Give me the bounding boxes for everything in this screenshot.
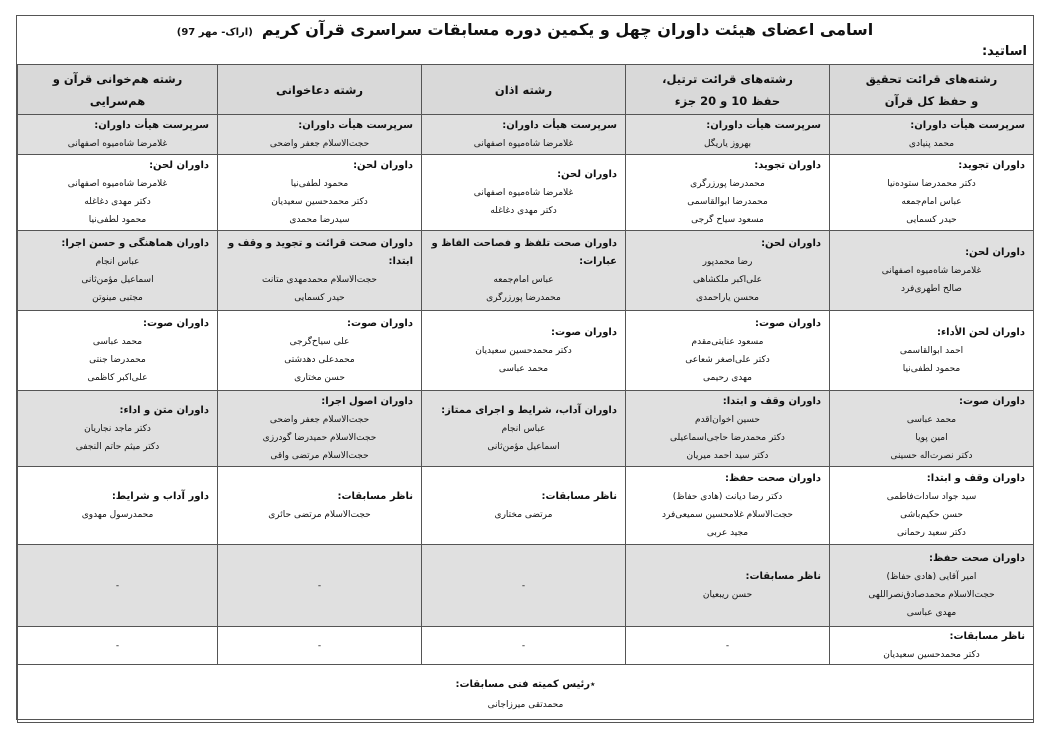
footer-title: ٭رئیس کمیته فنی مسابقات: [455, 678, 596, 690]
group-title: داوران تجوید: [958, 159, 1025, 171]
judge-name: حیدر کسمایی [294, 292, 345, 303]
table-cell [830, 627, 1034, 665]
judge-name: محمد عباسی [92, 336, 143, 347]
table-row [18, 115, 1034, 155]
group-title: داوران صحت حفظ: [928, 552, 1025, 564]
judge-name: دکتر میثم حاتم النجفی [75, 441, 160, 452]
judge-name: امین پویا [915, 432, 948, 443]
judge-name: مجید عربی [706, 527, 749, 538]
judge-name: عباس امام‌جمعه [901, 196, 962, 207]
table-cell [422, 155, 626, 231]
judge-name: مرتضی مختاری [494, 509, 553, 520]
table-cell [422, 467, 626, 545]
teachers-label: اساتید: [981, 44, 1027, 59]
judge-name: غلامرضا شاه‌میوه اصفهانی [881, 265, 982, 276]
table-cell [626, 115, 830, 155]
page-title: اسامی اعضای هیئت داوران چهل و یکمین دوره مسابقات سراسری قرآن کریم [261, 20, 874, 39]
table-cell [18, 155, 218, 231]
judge-name: دکتر سید احمد میریان [686, 450, 769, 461]
table-cell [218, 545, 422, 627]
table-cell [830, 115, 1034, 155]
judge-name: محمد پنیادی [908, 138, 955, 149]
table-cell [626, 467, 830, 545]
judge-name: دکتر مهدی دغاغله [490, 205, 557, 216]
group-title: سرپرست هیأت داوران: [706, 119, 821, 131]
judge-name: محمدرضا جنتی [89, 354, 146, 365]
group-title: داوران لحن: [557, 168, 617, 180]
group-title: ناظر مسابقات: [541, 490, 617, 502]
column-header: رشته دعاخوانی [218, 65, 422, 115]
judge-name: محمدعلی دهدشتی [284, 354, 355, 365]
group-title: داوران صحت تلفظ و فصاحت الفاظ و عبارات: [431, 237, 617, 267]
table-cell [218, 155, 422, 231]
group-title: سرپرست هیأت داوران: [502, 119, 617, 131]
table-cell [422, 627, 626, 665]
empty-cell-dash: - [521, 580, 526, 591]
judge-name: محمدرضا ابوالقاسمی [687, 196, 768, 207]
judge-name: حسین اخوان‌اقدم [695, 414, 760, 425]
judge-name: سید جواد سادات‌فاطمی [886, 491, 977, 502]
table-cell [18, 311, 218, 391]
judge-name: دکتر نصرت‌اله حسینی [890, 450, 973, 461]
table-cell [830, 467, 1034, 545]
group-title: داوران صوت: [347, 317, 413, 329]
table-cell [218, 311, 422, 391]
table-row [18, 155, 1034, 231]
judge-name: مهدی رحیمی [703, 372, 752, 383]
page-subtitle: (اراک- مهر 97) [176, 27, 253, 38]
table-cell [830, 231, 1034, 311]
judge-name: اسماعیل مؤمن‌ثانی [487, 441, 560, 452]
group-title: داوران صحت قرائت و تجوید و وقف و ابتدا: [228, 237, 413, 267]
group-title: داوران لحن: [149, 159, 209, 171]
table-cell [218, 115, 422, 155]
judge-name: حیدر کسمایی [906, 214, 957, 225]
judge-name: محمدرضا پورزرگری [690, 178, 765, 189]
footer-cell [18, 665, 1034, 723]
judge-name: دکتر علی‌اصغر شعاعی [685, 354, 770, 365]
judge-name: محمد عباسی [906, 414, 957, 425]
judge-name: دکتر محمدحسین سعیدیان [271, 196, 368, 207]
judge-name: دکتر محمدرضا ستوده‌نیا [887, 178, 976, 189]
table-row [18, 231, 1034, 311]
group-title: ناظر مسابقات: [337, 490, 413, 502]
judge-name: حجت‌الاسلام محمدمهدی متانت [262, 274, 377, 285]
group-title: سرپرست هیأت داوران: [910, 119, 1025, 131]
header-row [18, 65, 1034, 115]
judge-name: صالح اطهری‌فرد [901, 283, 962, 294]
judge-name: حجت‌الاسلام حمیدرضا گودرزی [262, 432, 377, 443]
table-cell [830, 155, 1034, 231]
judge-name: امیر آقایی (هادی حفاظ) [886, 571, 977, 582]
table-row [18, 545, 1034, 627]
column-header: رشته هم‌خوانی قرآن و هم‌سرایی [18, 65, 218, 115]
footer-row [18, 665, 1034, 723]
group-title: داوران صوت: [959, 395, 1025, 407]
judge-name: علی‌اکبر کاظمی [87, 372, 148, 383]
judge-name: علی‌اکبر ملکشاهی [693, 274, 762, 285]
judge-name: بهروز یاریگل [703, 138, 752, 149]
table-cell [18, 467, 218, 545]
group-title: داوران تجوید: [754, 159, 821, 171]
judge-name: حسن ریبعیان [702, 589, 753, 600]
group-title: داوران صوت: [551, 326, 617, 338]
table-cell [626, 155, 830, 231]
table-cell [422, 391, 626, 467]
group-title: داوران صحت حفظ: [724, 472, 821, 484]
judge-name: محمدرسول مهدوی [81, 509, 154, 520]
table-cell [626, 627, 830, 665]
judge-name: حجت‌الاسلام جعفر واضحی [269, 414, 370, 425]
judge-name: علی سیاح‌گرجی [289, 336, 350, 347]
judge-name: دکتر رضا دیانت (هادی حفاظ) [672, 491, 783, 502]
empty-cell-dash: - [317, 580, 322, 591]
judge-name: رضا محمدپور [702, 256, 753, 267]
group-title: ناظر مسابقات: [745, 570, 821, 582]
judge-name: احمد ابوالقاسمی [899, 345, 964, 356]
judge-name: حسن حکیم‌باشی [900, 509, 963, 520]
judge-name: سیدرضا محمدی [289, 214, 350, 225]
judge-name: غلامرضا شاه‌میوه اصفهانی [473, 138, 574, 149]
judge-name: محمدرضا پورزرگری [486, 292, 561, 303]
judge-name: دکتر محمدحسین سعیدیان [883, 649, 980, 660]
empty-cell-dash: - [115, 640, 120, 651]
table-cell [218, 231, 422, 311]
judge-name: عباس انجام [95, 256, 140, 267]
table-cell [218, 391, 422, 467]
table-cell [18, 545, 218, 627]
table-cell [626, 311, 830, 391]
column-header: رشته اذان [422, 65, 626, 115]
group-title: داوران صوت: [143, 317, 209, 329]
group-title: داوران وقف و ابتدا: [722, 395, 821, 407]
judge-name: حجت‌الاسلام مرتضی حائری [268, 509, 371, 520]
footer-name: محمدتقی میرزاجانی [487, 699, 564, 710]
group-title: داوران اصول اجرا: [321, 395, 413, 407]
table-cell [18, 627, 218, 665]
group-title: داوران لحن الأداء: [937, 326, 1025, 338]
judge-name: محمود لطفی‌نیا [902, 363, 961, 374]
judge-name: غلامرضا شاه‌میوه اصفهانی [473, 187, 574, 198]
group-title: داوران لحن: [761, 237, 821, 249]
judge-name: محمد عباسی [498, 363, 549, 374]
empty-cell-dash: - [115, 580, 120, 591]
empty-cell-dash: - [725, 640, 730, 651]
group-title: سرپرست هیأت داوران: [94, 119, 209, 131]
judge-name: دکتر محمدرضا حاجی‌اسماعیلی [670, 432, 785, 443]
judge-name: دکتر ماجد نجاریان [84, 423, 151, 434]
group-title: سرپرست هیأت داوران: [298, 119, 413, 131]
judge-name: غلامرضا شاه‌میوه اصفهانی [67, 178, 168, 189]
table-cell [626, 231, 830, 311]
judges-table [17, 64, 1034, 723]
group-title: ناظر مسابقات: [949, 630, 1025, 642]
table-cell [18, 391, 218, 467]
group-title: داوران لحن: [965, 246, 1025, 258]
table-cell [422, 311, 626, 391]
judge-name: غلامرضا شاه‌میوه اصفهانی [67, 138, 168, 149]
table-row [18, 311, 1034, 391]
judge-name: اسماعیل مؤمن‌ثانی [81, 274, 154, 285]
judge-name: حجت‌الاسلام محمدصادق‌نصراللهی [868, 589, 995, 600]
judge-name: دکتر محمدحسین سعیدیان [475, 345, 572, 356]
group-title: داوران صوت: [755, 317, 821, 329]
table-cell [626, 391, 830, 467]
judge-name: عباس امام‌جمعه [493, 274, 554, 285]
judge-name: مسعود عنایتی‌مقدم [691, 336, 764, 347]
table-cell [830, 545, 1034, 627]
table-cell [422, 115, 626, 155]
judge-name: حجت‌الاسلام مرتضی واقی [270, 450, 369, 461]
judge-name: محسن یاراحمدی [696, 292, 759, 303]
table-cell [830, 391, 1034, 467]
table-row [18, 627, 1034, 665]
table-cell [18, 231, 218, 311]
judge-name: مسعود سیاح گرجی [691, 214, 764, 225]
group-title: داوران لحن: [353, 159, 413, 171]
judge-name: محمود لطفی‌نیا [290, 178, 349, 189]
empty-cell-dash: - [317, 640, 322, 651]
table-cell [218, 467, 422, 545]
group-title: داوران هماهنگی و حسن اجرا: [61, 237, 209, 249]
judge-name: حجت‌الاسلام جعفر واضحی [269, 138, 370, 149]
table-cell [626, 545, 830, 627]
group-title: داوران وقف و ابتدا: [926, 472, 1025, 484]
group-title: داوران متن و اداء: [119, 404, 209, 416]
table-cell [218, 627, 422, 665]
table-cell [422, 545, 626, 627]
judge-name: حسن مختاری [294, 372, 345, 383]
table-cell [18, 115, 218, 155]
column-header: رشته‌های قرائت ترتیل، حفظ 10 و 20 جزء [626, 65, 830, 115]
judge-name: دکتر مهدی دغاغله [84, 196, 151, 207]
judge-name: عباس انجام [501, 423, 546, 434]
judge-name: مهدی عباسی [906, 607, 957, 618]
group-title: داوران آداب، شرایط و اجرای ممتاز: [441, 404, 617, 416]
column-header: رشته‌های قرائت تحقیق و حفظ کل قرآن [830, 65, 1034, 115]
table-row [18, 391, 1034, 467]
group-title: داور آداب و شرایط: [111, 490, 209, 502]
judge-name: دکتر سعید رحمانی [897, 527, 966, 538]
table-row [18, 467, 1034, 545]
document-page [16, 15, 1034, 720]
table-cell [830, 311, 1034, 391]
table-cell [422, 231, 626, 311]
title-row [17, 16, 1033, 42]
judge-name: حجت‌الاسلام غلامحسین سمیعی‌فرد [662, 509, 793, 520]
judge-name: محمود لطفی‌نیا [88, 214, 147, 225]
empty-cell-dash: - [521, 640, 526, 651]
judge-name: مجتبی مینوتن [92, 292, 143, 303]
